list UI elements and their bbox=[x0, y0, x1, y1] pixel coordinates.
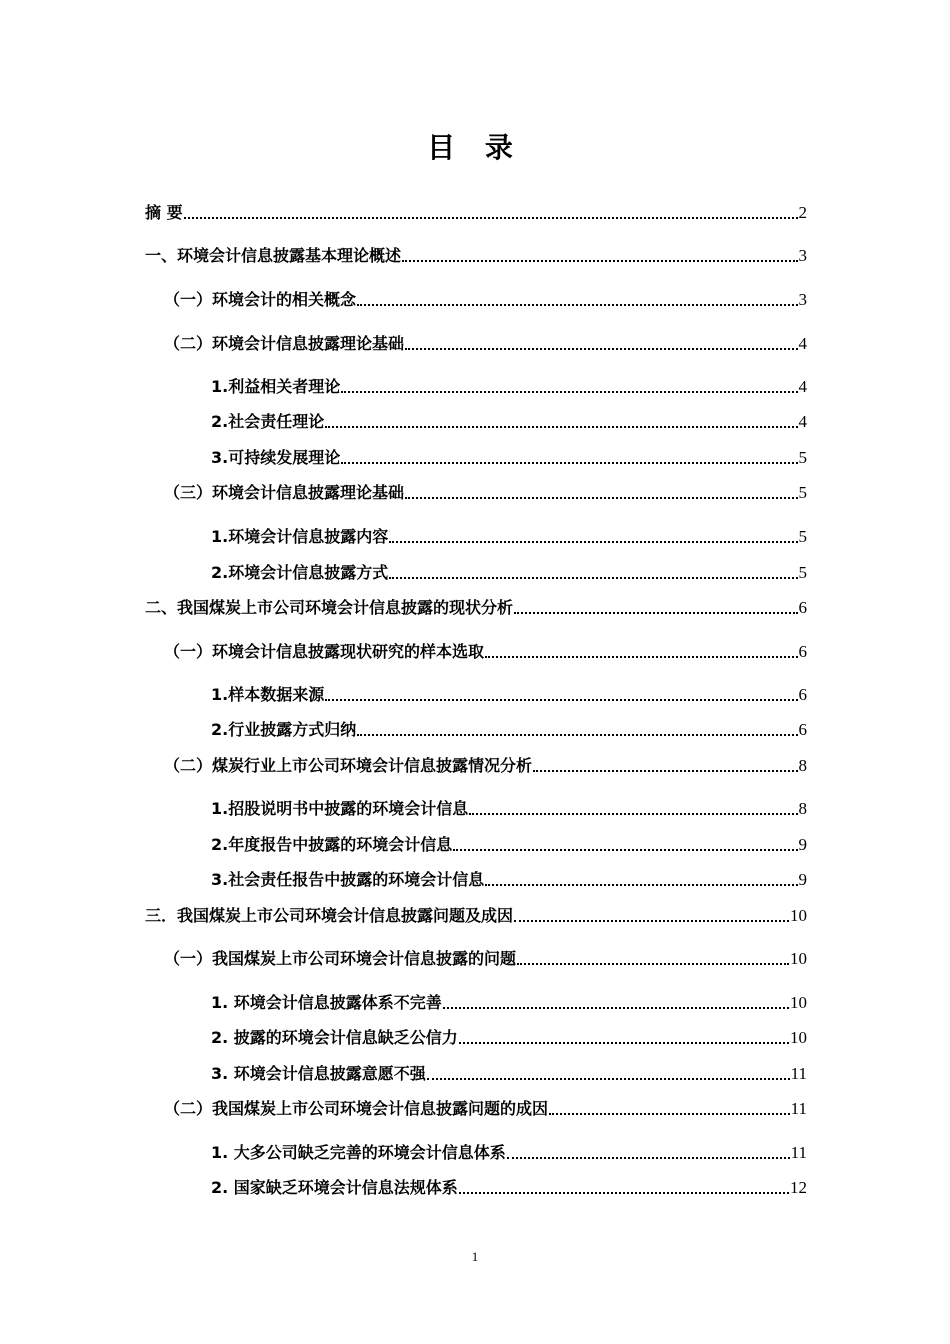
toc-dot-leader bbox=[357, 734, 797, 736]
toc-entry[interactable] bbox=[164, 751, 807, 777]
toc-entry-page-number: 6 bbox=[798, 685, 807, 704]
toc-entry-page-number: 2 bbox=[798, 203, 807, 222]
toc-entry[interactable] bbox=[164, 478, 807, 504]
toc-dot-leader bbox=[485, 884, 797, 886]
toc-entry-page-number: 12 bbox=[790, 1178, 807, 1197]
toc-entry-page-number: 5 bbox=[798, 448, 807, 467]
toc-entry-page-number: 4 bbox=[798, 377, 807, 396]
toc-entry-page-number: 10 bbox=[790, 1028, 807, 1047]
toc-entry-title: 1.招股说明书中披露的环境会计信息 bbox=[211, 799, 469, 818]
toc-entry-title: 1.环境会计信息披露内容 bbox=[211, 527, 389, 546]
toc-entry-page-number: 11 bbox=[790, 1099, 807, 1118]
toc-entry[interactable] bbox=[211, 372, 807, 398]
toc-dot-leader bbox=[427, 1078, 790, 1080]
toc-entry[interactable] bbox=[211, 988, 807, 1014]
toc-dot-leader bbox=[514, 920, 789, 922]
toc-entry-page-number: 6 bbox=[798, 642, 807, 661]
toc-entry-title: （二）我国煤炭上市公司环境会计信息披露问题的成因 bbox=[164, 1099, 549, 1118]
toc-entry-title: 二、我国煤炭上市公司环境会计信息披露的现状分析 bbox=[145, 598, 514, 617]
toc-dot-leader bbox=[184, 217, 798, 219]
toc-entry[interactable] bbox=[164, 637, 807, 663]
toc-entry-page-number: 4 bbox=[798, 334, 807, 353]
toc-dot-leader bbox=[357, 304, 797, 306]
toc-entry-page-number: 11 bbox=[790, 1064, 807, 1083]
toc-title: 目 录 bbox=[427, 131, 523, 164]
footer-page-number: 1 bbox=[471, 1249, 479, 1264]
toc-entry[interactable] bbox=[211, 680, 807, 706]
toc-entry-page-number: 4 bbox=[798, 412, 807, 431]
toc-entry-title: 3. 环境会计信息披露意愿不强 bbox=[211, 1064, 426, 1083]
toc-entry-page-number: 8 bbox=[798, 756, 807, 775]
toc-entry-page-number: 9 bbox=[798, 870, 807, 889]
toc-entry-title: 1. 环境会计信息披露体系不完善 bbox=[211, 993, 442, 1012]
toc-entry-title: （三）环境会计信息披露理论基础 bbox=[164, 483, 405, 502]
toc-entry-page-number: 6 bbox=[798, 720, 807, 739]
toc-entry-title: （二）环境会计信息披露理论基础 bbox=[164, 334, 405, 353]
toc-entry-title: 摘 要 bbox=[145, 203, 183, 222]
toc-entry-title: 2. 国家缺乏环境会计信息法规体系 bbox=[211, 1178, 458, 1197]
toc-dot-leader bbox=[341, 391, 797, 393]
toc-dot-leader bbox=[389, 541, 797, 543]
toc-entry[interactable] bbox=[211, 830, 807, 856]
toc-entry[interactable] bbox=[211, 443, 807, 469]
toc-entry-title: 1. 大多公司缺乏完善的环境会计信息体系 bbox=[211, 1143, 506, 1162]
toc-entry-page-number: 8 bbox=[798, 799, 807, 818]
toc-entry-page-number: 9 bbox=[798, 835, 807, 854]
toc-entry-title: 2.年度报告中披露的环境会计信息 bbox=[211, 835, 453, 854]
toc-dot-leader bbox=[459, 1192, 789, 1194]
toc-dot-leader bbox=[549, 1113, 790, 1115]
toc-entry-title: 1.利益相关者理论 bbox=[211, 377, 341, 396]
toc-dot-leader bbox=[405, 348, 797, 350]
toc-entry-title: 3.可持续发展理论 bbox=[211, 448, 341, 467]
toc-entry[interactable] bbox=[164, 944, 807, 970]
toc-entry-page-number: 5 bbox=[798, 527, 807, 546]
toc-entry-page-number: 5 bbox=[798, 483, 807, 502]
toc-dot-leader bbox=[469, 813, 797, 815]
toc-entry[interactable] bbox=[145, 901, 807, 927]
toc-dot-leader bbox=[517, 963, 789, 965]
toc-entry[interactable] bbox=[211, 1023, 807, 1049]
toc-entry-page-number: 11 bbox=[790, 1143, 807, 1162]
toc-dot-leader bbox=[389, 577, 797, 579]
toc-entry-title: 1.样本数据来源 bbox=[211, 685, 325, 704]
toc-entry[interactable] bbox=[145, 593, 807, 619]
toc-entry[interactable] bbox=[145, 198, 807, 224]
toc-entry-page-number: 10 bbox=[790, 906, 807, 925]
toc-dot-leader bbox=[325, 699, 797, 701]
toc-entry-page-number: 10 bbox=[790, 949, 807, 968]
toc-entry-title: （一）我国煤炭上市公司环境会计信息披露的问题 bbox=[164, 949, 517, 968]
toc-entry[interactable] bbox=[211, 1059, 807, 1085]
toc-entry-title: 三．我国煤炭上市公司环境会计信息披露问题及成因 bbox=[145, 906, 514, 925]
toc-entry[interactable] bbox=[211, 865, 807, 891]
toc-entry-title: 2.行业披露方式归纳 bbox=[211, 720, 357, 739]
toc-entry-page-number: 5 bbox=[798, 563, 807, 582]
toc-entry-title: （二）煤炭行业上市公司环境会计信息披露情况分析 bbox=[164, 756, 533, 775]
toc-entry-title: 2.环境会计信息披露方式 bbox=[211, 563, 389, 582]
toc-dot-leader bbox=[453, 849, 797, 851]
toc-entry[interactable] bbox=[164, 1094, 807, 1120]
toc-entry-title: （一）环境会计信息披露现状研究的样本选取 bbox=[164, 642, 485, 661]
toc-entry-page-number: 6 bbox=[798, 598, 807, 617]
toc-entry[interactable] bbox=[211, 1173, 807, 1199]
toc-entry-page-number: 3 bbox=[798, 246, 807, 265]
toc-dot-leader bbox=[459, 1042, 789, 1044]
toc-entry-title: 一、环境会计信息披露基本理论概述 bbox=[145, 246, 402, 265]
toc-dot-leader bbox=[402, 260, 797, 262]
toc-entry-page-number: 10 bbox=[790, 993, 807, 1012]
toc-entry[interactable] bbox=[211, 715, 807, 741]
toc-dot-leader bbox=[514, 612, 797, 614]
toc-dot-leader bbox=[341, 462, 797, 464]
toc-dot-leader bbox=[443, 1007, 789, 1009]
toc-entry[interactable] bbox=[164, 329, 807, 355]
toc-entry[interactable] bbox=[211, 522, 807, 548]
toc-entry[interactable] bbox=[164, 285, 807, 311]
toc-dot-leader bbox=[485, 656, 797, 658]
toc-dot-leader bbox=[405, 497, 797, 499]
toc-entry-title: 3.社会责任报告中披露的环境会计信息 bbox=[211, 870, 485, 889]
toc-entry[interactable] bbox=[211, 407, 807, 433]
toc-entry[interactable] bbox=[211, 794, 807, 820]
toc-entry-title: （一）环境会计的相关概念 bbox=[164, 290, 357, 309]
toc-dot-leader bbox=[533, 770, 797, 772]
toc-entry-page-number: 3 bbox=[798, 290, 807, 309]
toc-entry-title: 2. 披露的环境会计信息缺乏公信力 bbox=[211, 1028, 458, 1047]
toc-entry[interactable] bbox=[211, 1138, 807, 1164]
toc-entry[interactable] bbox=[211, 558, 807, 584]
toc-dot-leader bbox=[507, 1157, 790, 1159]
toc-dot-leader bbox=[325, 426, 797, 428]
toc-entry-title: 2.社会责任理论 bbox=[211, 412, 325, 431]
toc-entry[interactable] bbox=[145, 241, 807, 267]
